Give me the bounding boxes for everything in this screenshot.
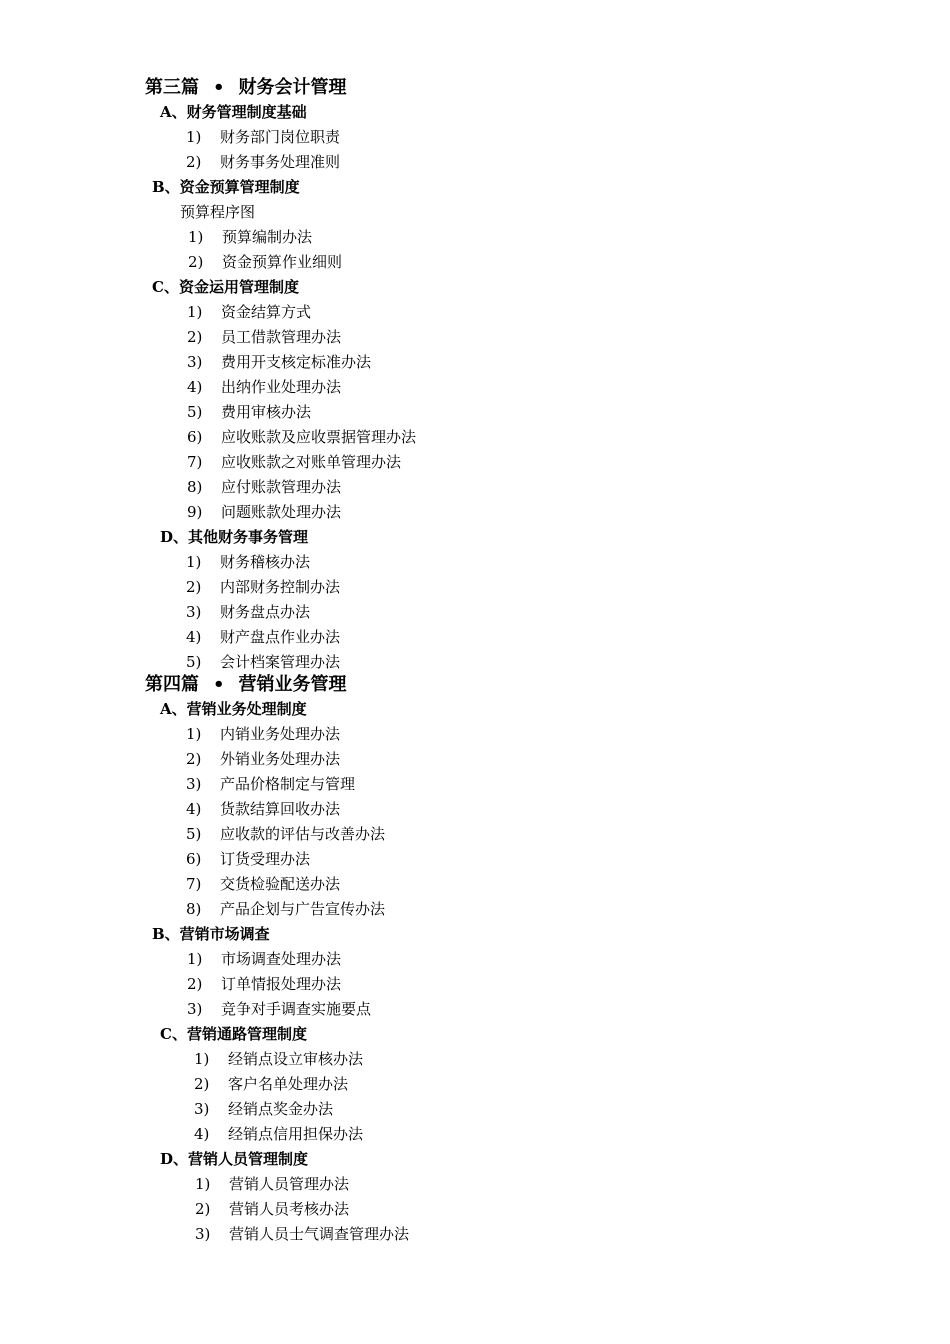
section-heading: D、营销人员管理制度 <box>160 1150 309 1168</box>
list-item: 5) 费用审核办法 <box>187 403 312 421</box>
part-heading <box>145 75 347 100</box>
list-item: 1) 财务稽核办法 <box>186 553 311 571</box>
bullet-icon: • <box>213 77 225 98</box>
list-item: 2) 外销业务处理办法 <box>186 750 341 768</box>
part-heading <box>145 672 347 697</box>
list-item: 3) 财务盘点办法 <box>186 603 311 621</box>
section-heading: B、资金预算管理制度 <box>152 178 300 196</box>
list-item: 4) 货款结算回收办法 <box>186 800 341 818</box>
section-heading: A、财务管理制度基础 <box>160 103 307 121</box>
list-item: 9) 问题账款处理办法 <box>187 503 342 521</box>
list-item: 5) 应收款的评估与改善办法 <box>186 825 386 843</box>
list-item: 2) 客户名单处理办法 <box>194 1075 349 1093</box>
list-item: 1) 内销业务处理办法 <box>186 725 341 743</box>
list-item: 2) 订单情报处理办法 <box>187 975 342 993</box>
list-item: 1) 经销点设立审核办法 <box>194 1050 364 1068</box>
list-item: 7) 应收账款之对账单管理办法 <box>187 453 402 471</box>
section-heading: B、营销市场调查 <box>152 925 270 943</box>
list-item: 1) 营销人员管理办法 <box>195 1175 350 1193</box>
list-item: 6) 订货受理办法 <box>186 850 311 868</box>
list-item: 1) 市场调查处理办法 <box>187 950 342 968</box>
list-item: 3) 经销点奖金办法 <box>194 1100 334 1118</box>
list-item: 3) 营销人员士气调查管理办法 <box>195 1225 410 1243</box>
list-item: 2) 营销人员考核办法 <box>195 1200 350 1218</box>
part-name: 营销业务管理 <box>238 674 347 695</box>
part-title: 第三篇 <box>145 77 199 98</box>
section-heading: D、其他财务事务管理 <box>160 528 309 546</box>
list-item: 8) 产品企划与广告宣传办法 <box>186 900 386 918</box>
section-note: 预算程序图 <box>180 203 256 221</box>
list-item: 3) 费用开支核定标准办法 <box>187 353 372 371</box>
list-item: 4) 经销点信用担保办法 <box>194 1125 364 1143</box>
section-heading: C、营销通路管理制度 <box>160 1025 307 1043</box>
list-item: 3) 产品价格制定与管理 <box>186 775 356 793</box>
list-item: 4) 出纳作业处理办法 <box>187 378 342 396</box>
list-item: 2) 财务事务处理准则 <box>186 153 341 171</box>
list-item: 2) 内部财务控制办法 <box>186 578 341 596</box>
list-item: 1) 财务部门岗位职责 <box>186 128 341 146</box>
list-item: 1) 资金结算方式 <box>187 303 312 321</box>
part-title: 第四篇 <box>145 674 199 695</box>
list-item: 2) 资金预算作业细则 <box>188 253 343 271</box>
list-item: 2) 员工借款管理办法 <box>187 328 342 346</box>
list-item: 4) 财产盘点作业办法 <box>186 628 341 646</box>
list-item: 6) 应收账款及应收票据管理办法 <box>187 428 417 446</box>
list-item: 1) 预算编制办法 <box>188 228 313 246</box>
bullet-icon: • <box>213 674 225 695</box>
section-heading: A、营销业务处理制度 <box>160 700 307 718</box>
list-item: 7) 交货检验配送办法 <box>186 875 341 893</box>
part-name: 财务会计管理 <box>238 77 347 98</box>
list-item: 3) 竞争对手调查实施要点 <box>187 1000 372 1018</box>
list-item: 5) 会计档案管理办法 <box>186 653 341 671</box>
section-heading: C、资金运用管理制度 <box>152 278 299 296</box>
list-item: 8) 应付账款管理办法 <box>187 478 342 496</box>
